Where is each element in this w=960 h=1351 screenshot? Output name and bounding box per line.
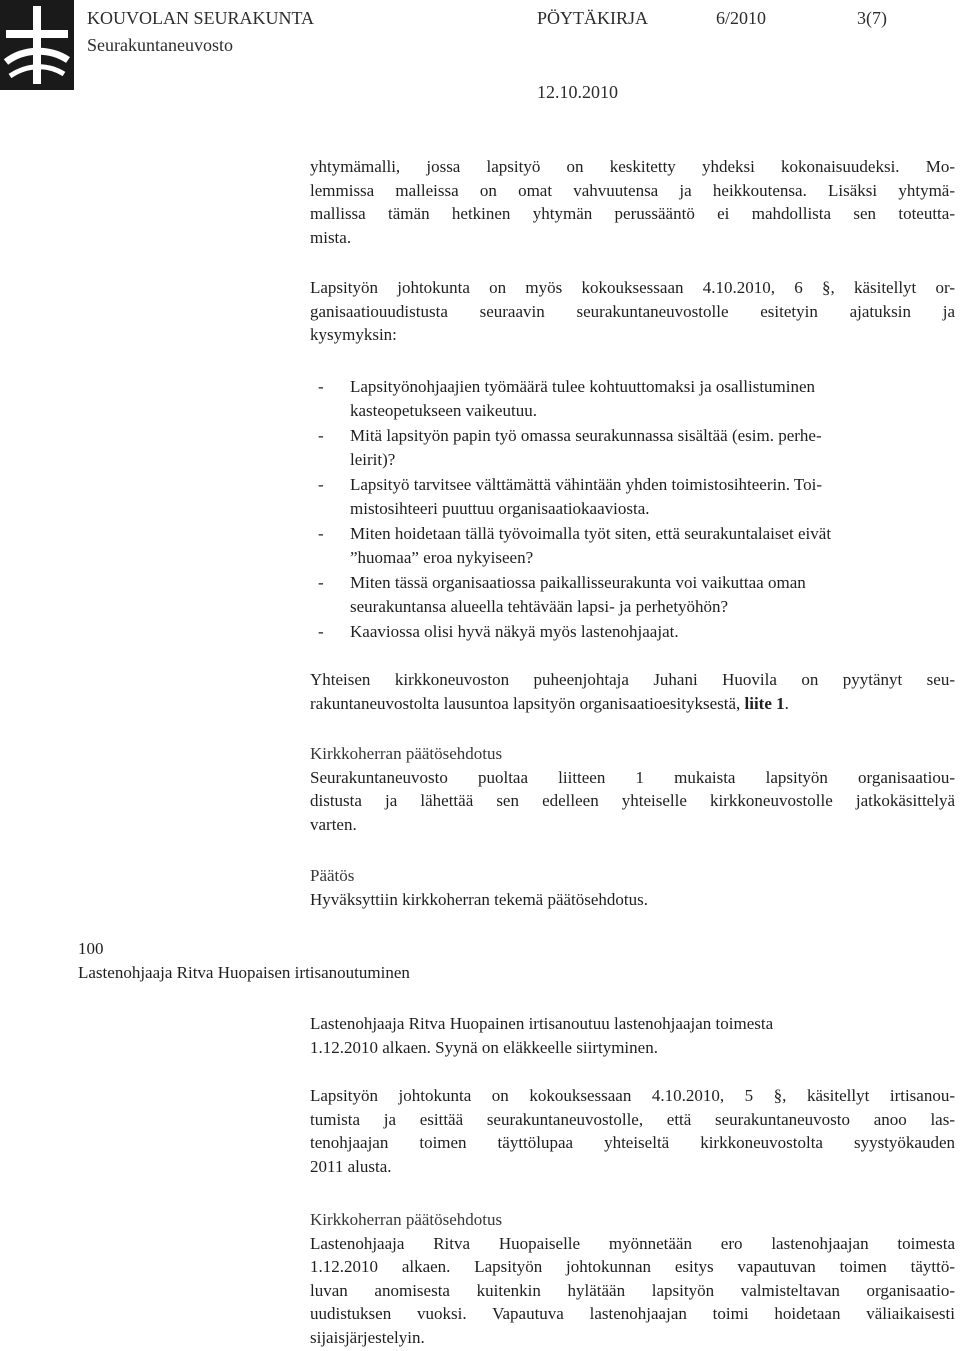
proposal-heading: Kirkkoherran päätösehdotus bbox=[310, 1210, 503, 1229]
proposal-2 bbox=[310, 1208, 955, 1349]
text-line: Lastenohjaaja Ritva Huopaiselle myönnetään ero lastenohjaajan toimesta bbox=[310, 1233, 955, 1253]
text-line: varten. bbox=[310, 814, 357, 834]
text-line: Yhteisen kirkkoneuvoston puheenjohtaja Juhani Huovila on pyytänyt seu- bbox=[310, 670, 955, 689]
text-line: 2011 alusta. bbox=[310, 1156, 392, 1176]
paragraph-4 bbox=[310, 1012, 955, 1059]
text-line: tumista ja esittää seurakuntaneuvostolle, että seurakuntaneuvosto anoo las- bbox=[310, 1109, 955, 1129]
text-line: mistosihteeri puuttuu organisaatiokaaviosta. bbox=[350, 498, 650, 518]
text-line: Hyväksyttiin kirkkoherran tekemä päätösehdotus. bbox=[310, 889, 649, 909]
section-title: Lastenohjaaja Ritva Huopaisen irtisanoutuminen bbox=[78, 963, 410, 982]
text-line: leirit)? bbox=[350, 449, 396, 469]
decision-heading: Päätös bbox=[310, 866, 355, 885]
bullet-item bbox=[318, 473, 958, 520]
paragraph-3 bbox=[310, 668, 955, 715]
bullet-dash: - bbox=[318, 377, 324, 396]
header-body: Seurakuntaneuvosto bbox=[87, 35, 233, 55]
text-line: sijaisjärjestelyin. bbox=[310, 1327, 425, 1347]
text-line: mallissa tämän hetkinen yhtymän perussääntö ei mahdollista sen toteutta- bbox=[310, 204, 955, 223]
bullet-dash: - bbox=[318, 573, 324, 592]
text-line bbox=[310, 692, 955, 716]
header-date: 12.10.2010 bbox=[537, 82, 618, 102]
text-line: ganisaatiouudistusta seuraavin seurakuntaneuvostolle esitetyin ajatuksin ja bbox=[310, 301, 955, 321]
decision-1 bbox=[310, 864, 955, 911]
text-line: mista. bbox=[310, 227, 352, 247]
header-doc-number: 6/2010 bbox=[716, 8, 767, 28]
bullet-dash: - bbox=[318, 426, 324, 445]
text-line: Lapsityö tarvitsee välttämättä vähintään yhden toimistosihteerin. Toi- bbox=[350, 475, 823, 494]
text-line: Lapsityön johtokunta on myös kokouksessaan 4.10.2010, 6 §, käsitellyt or- bbox=[310, 278, 955, 297]
text-line: Lapsityönohjaajien työmäärä tulee kohtuuttomaksi ja osallistuminen bbox=[350, 377, 816, 396]
text-line: Miten tässä organisaatiossa paikallisseurakunta voi vaikuttaa oman bbox=[350, 573, 806, 592]
text-line: kysymyksin: bbox=[310, 325, 397, 344]
text-run: . bbox=[784, 693, 789, 713]
text-line: lemmissa malleissa on omat vahvuutensa ja heikkoutensa. Lisäksi yhtymä- bbox=[310, 180, 955, 200]
paragraph-1 bbox=[310, 155, 955, 249]
text-line: 1.12.2010 alkaen. Lapsityön johtokunnan esitys vapautuvan toimen täyttö- bbox=[310, 1257, 955, 1276]
text-line: ”huomaa” eroa nykyiseen? bbox=[350, 547, 534, 567]
bullet-dash: - bbox=[318, 622, 324, 641]
proposal-heading: Kirkkoherran päätösehdotus bbox=[310, 744, 503, 763]
bullet-item bbox=[318, 424, 958, 471]
text-line: 1.12.2010 alkaen. Syynä on eläkkeelle siirtyminen. bbox=[310, 1037, 658, 1057]
text-line: Miten hoidetaan tällä työvoimalla työt siten, että seurakuntalaiset eivät bbox=[350, 524, 832, 543]
header-doc-type: PÖYTÄKIRJA bbox=[537, 8, 649, 28]
text-line: kasteopetukseen vaikeutuu. bbox=[350, 400, 537, 420]
text-line: luvan anomisesta kuitenkin hylätään lapsityön valmisteltavan organisaatio- bbox=[310, 1280, 955, 1300]
text-line: Kaaviossa olisi hyvä näkyä myös lastenohjaajat. bbox=[350, 622, 679, 641]
bullet-dash: - bbox=[318, 524, 324, 543]
church-logo bbox=[0, 0, 74, 90]
header-page: 3(7) bbox=[857, 8, 887, 28]
text-line: Lapsityön johtokunta on kokouksessaan 4.10.2010, 5 §, käsitellyt irtisanou- bbox=[310, 1086, 955, 1105]
section-number: 100 bbox=[78, 939, 104, 958]
text-line: uudistuksen vuoksi. Vapautuva lastenohjaajan toimi hoidetaan väliaikaisesti bbox=[310, 1304, 955, 1323]
bullet-item bbox=[318, 571, 958, 618]
text-line: Mitä lapsityön papin työ omassa seurakunnassa sisältää (esim. perhe- bbox=[350, 426, 822, 445]
paragraph-2 bbox=[310, 276, 955, 347]
text-line: distusta ja lähettää sen edelleen yhteiselle kirkkoneuvostolle jatkokäsittelyä bbox=[310, 791, 955, 810]
text-line: tenohjaajan toimen täyttölupaa yhteiseltä kirkkoneuvostolta syystyökauden bbox=[310, 1133, 955, 1152]
bullet-dash: - bbox=[318, 475, 324, 494]
bullet-item bbox=[318, 522, 958, 569]
bullet-item bbox=[318, 375, 958, 422]
bullet-item bbox=[318, 620, 958, 644]
text-line: seurakuntansa alueella tehtävään lapsi- ja perhetyöhön? bbox=[350, 596, 729, 616]
text-run: rakuntaneuvostolta lausuntoa lapsityön organisaatioesityksestä, bbox=[310, 693, 745, 713]
header-org: KOUVOLAN SEURAKUNTA bbox=[87, 8, 315, 28]
paragraph-5 bbox=[310, 1084, 955, 1178]
text-line: yhtymämalli, jossa lapsityö on keskitetty yhdeksi kokonaisuudeksi. Mo- bbox=[310, 157, 955, 176]
text-line: Lastenohjaaja Ritva Huopainen irtisanoutuu lastenohjaajan toimesta bbox=[310, 1014, 774, 1033]
attachment-ref: liite 1 bbox=[744, 693, 785, 713]
text-line: Seurakuntaneuvosto puoltaa liitteen 1 mukaista lapsityön organisaatiou- bbox=[310, 767, 955, 787]
proposal-1 bbox=[310, 742, 955, 836]
